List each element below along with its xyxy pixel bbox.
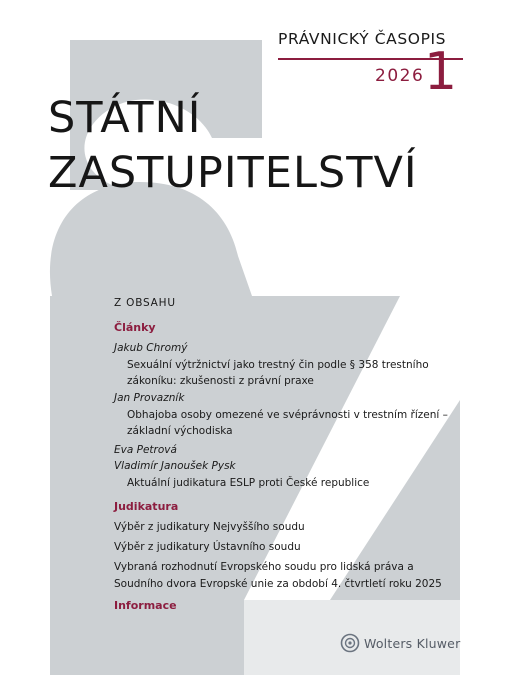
judikatura-item: Výběr z judikatury Nejvyššího soudu — [114, 521, 305, 533]
issue-number: 1 — [424, 42, 458, 102]
wolters-kluwer-logo-icon — [340, 633, 360, 653]
issue-year: 2026 — [375, 66, 425, 86]
article-title: Aktuální judikatura ESLP proti České republice — [127, 477, 370, 489]
journal-title-line-1: STÁTNÍ — [48, 93, 202, 143]
section-title-judikatura: Judikatura — [114, 500, 179, 513]
journal-title-line-2: ZASTUPITELSTVÍ — [48, 148, 418, 198]
article-author: Jakub Chromý — [114, 342, 188, 354]
article-author: Eva Petrová — [114, 444, 177, 456]
article-author: Jan Provazník — [114, 392, 185, 404]
article-title: Sexuální výtržnictví jako trestný čin podle § 358 trestního zákoníku: zkušenosti z právní praxe — [127, 359, 429, 387]
article-title: Obhajoba osoby omezené ve svéprávnosti v trestním řízení – základní východiska — [127, 409, 448, 437]
section-title-articles: Články — [114, 321, 156, 334]
judikatura-item: Vybraná rozhodnutí Evropského soudu pro lidská práva a Soudního dvora Evropské unie za období 4. čtvrtletí roku 2025 — [114, 561, 442, 590]
journal-type-label: PRÁVNICKÝ ČASOPIS — [278, 30, 447, 48]
publisher-logo — [340, 633, 460, 653]
article-author: Vladimír Janoušek Pysk — [114, 460, 236, 472]
contents-heading: Z OBSAHU — [114, 297, 176, 309]
publisher-name: Wolters Kluwer — [364, 635, 461, 651]
section-title-informace: Informace — [114, 599, 177, 612]
judikatura-item: Výběr z judikatury Ústavního soudu — [114, 541, 301, 553]
